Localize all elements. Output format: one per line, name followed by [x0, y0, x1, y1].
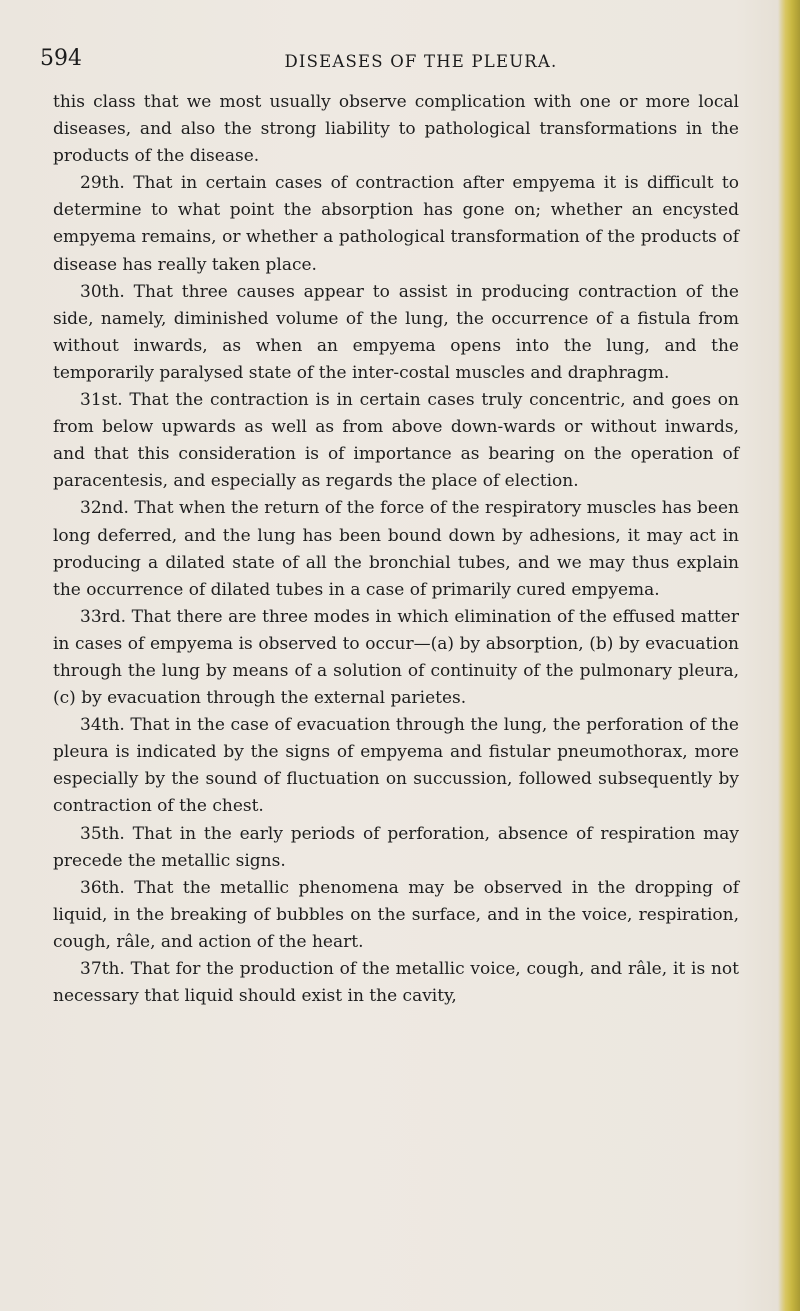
paragraph-32nd: 32nd. That when the return of the force of the respiratory muscles has been long deferred, and the lung has been bound down by adhesions, it may act in producing a dilated state of all the bronchial tubes, and we may thus explain the occurrence of dilated tubes in a case of primarily cured empyema. — [53, 498, 739, 600]
paragraph-37th: 37th. That for the production of the metallic voice, cough, and râle, it is not necessary that liquid should exist in the cavity, — [53, 959, 739, 1007]
paragraph-29th: 29th. That in certain cases of contraction after empyema it is difficult to determine to what point the absorption has gone on; whether an encysted empyema remains, or whether a pathological transformation of the products of disease has really taken place. — [53, 173, 739, 275]
paragraph-35th: 35th. That in the early periods of perforation, absence of respiration may precede the metallic signs. — [53, 823, 739, 871]
paragraph-31st: 31st. That the contraction is in certain cases truly concentric, and goes on from below upwards as well as from above down-wards or without inwards, and that this consideration is of importance as bearing on the operation of paracentesis, and especially as regards the place of election. — [53, 390, 739, 492]
paragraph-36th: 36th. That the metallic phenomena may be observed in the dropping of liquid, in the breaking of bubbles on the surface, and in the voice, respiration, cough, râle, and action of the heart. — [53, 877, 739, 952]
page-header — [0, 40, 800, 80]
running-head: DISEASES OF THE PLEURA. — [284, 52, 558, 71]
paragraph-continued: this class that we most usually observe complication with one or more local diseases, and also the strong liability to pathological transformations in the products of the disease. — [53, 92, 739, 167]
paragraph-30th: 30th. That three causes appear to assist in producing contraction of the side, namely, diminished volume of the lung, the occurrence of a fistula from without inwards, as when an empyema opens into the lung, and the temporarily paralysed state of the inter-costal muscles and draphragm. — [53, 281, 739, 383]
body-text — [53, 89, 739, 1010]
paragraph-34th: 34th. That in the case of evacuation through the lung, the perforation of the pleura is indicated by the signs of empyema and fistular pneumothorax, more especially by the sound of fluctuation on succussion, followed subsequently by contraction of the chest. — [53, 715, 739, 817]
page-number: 594 — [40, 46, 82, 71]
page-binding-edge — [778, 0, 800, 1311]
paragraph-33rd: 33rd. That there are three modes in which elimination of the effused matter in cases of empyema is observed to occur—(a) by absorption, (b) by evacuation through the lung by means of a solution of continuity of the pulmonary pleura, (c) by evacuation through the external parietes. — [53, 606, 739, 709]
